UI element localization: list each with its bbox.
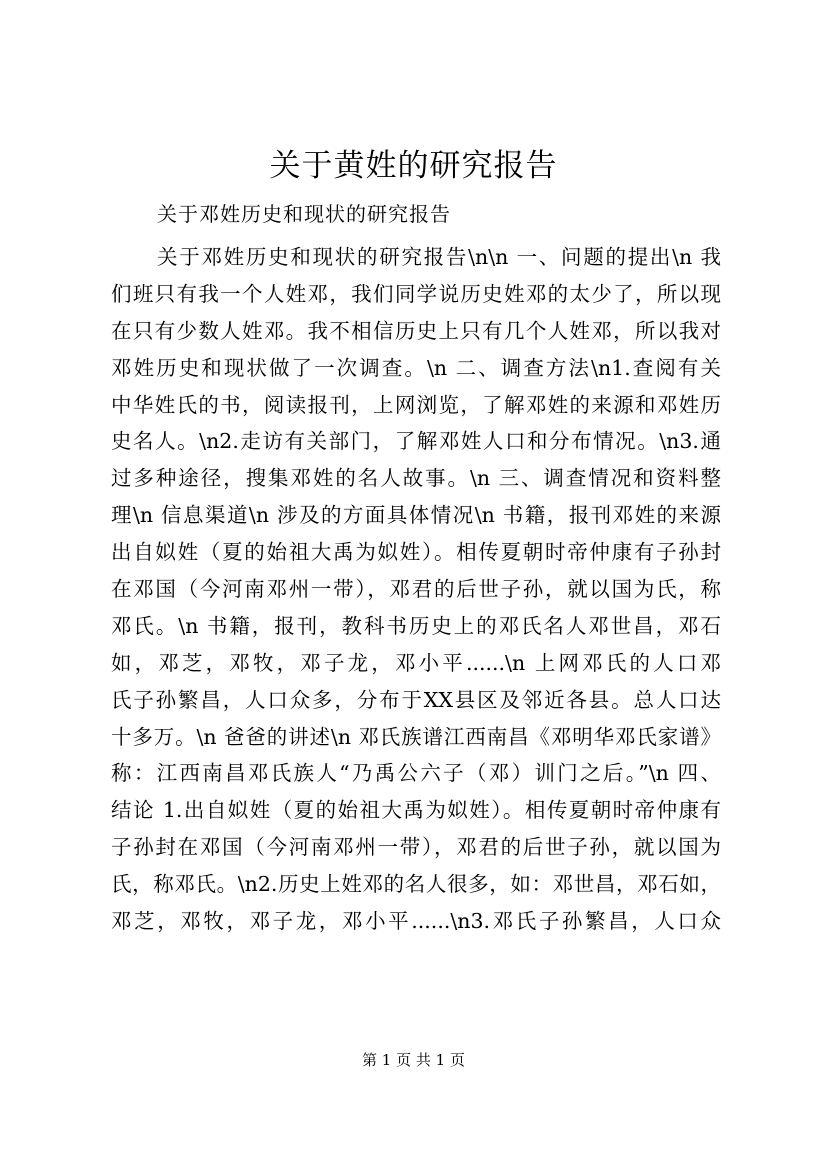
body-line: 氏，称邓氏。\n2.历史上姓邓的名人很多，如：邓世昌，邓石如， — [111, 872, 721, 897]
body-line: 邓姓历史和现状做了一次调查。\n 二、调查方法\n1.查阅有关 — [111, 355, 721, 380]
body-line: 结论 1.出自姒姓（夏的始祖大禹为姒姓）。相传夏朝时帝仲康有 — [111, 798, 721, 823]
body-line: 邓芝，邓牧，邓子龙，邓小平......\n3.邓氏子孙繁昌，人口众 — [111, 909, 721, 934]
body-line: 过多种途径，搜集邓姓的名人故事。\n 三、调查情况和资料整 — [111, 466, 721, 491]
body-line: 如，邓芝，邓牧，邓子龙，邓小平......\n 上网邓氏的人口邓 — [111, 650, 721, 675]
body-line: 在邓国（今河南邓州一带），邓君的后世子孙，就以国为氏，称 — [111, 577, 721, 602]
body-line: 理\n 信息渠道\n 涉及的方面具体情况\n 书籍，报刊邓姓的来源 — [111, 503, 721, 528]
page-number-footer: 第 1 页 共 1 页 — [362, 1051, 465, 1069]
body-line: 史名人。\n2.走访有关部门，了解邓姓人口和分布情况。\n3.通 — [111, 429, 721, 454]
body-line: 十多万。\n 爸爸的讲述\n 邓氏族谱江西南昌《邓明华邓氏家谱》 — [111, 724, 721, 749]
body-line: 关于邓姓历史和现状的研究报告\n\n 一、问题的提出\n 我 — [157, 245, 721, 269]
body-line: 中华姓氏的书，阅读报刊，上网浏览，了解邓姓的来源和邓姓历 — [111, 392, 721, 417]
body-line: 邓氏。\n 书籍，报刊，教科书历史上的邓氏名人邓世昌，邓石 — [111, 613, 721, 638]
body-line: 出自姒姓（夏的始祖大禹为姒姓）。相传夏朝时帝仲康有子孙封 — [111, 540, 721, 565]
document-subtitle: 关于邓姓历史和现状的研究报告 — [157, 202, 451, 226]
body-line: 在只有少数人姓邓。我不相信历史上只有几个人姓邓，所以我对 — [111, 318, 721, 343]
body-line: 们班只有我一个人姓邓，我们同学说历史姓邓的太少了，所以现 — [111, 281, 721, 306]
body-line: 称：江西南昌邓氏族人“乃禹公六子（邓）训门之后。”\n 四、 — [111, 761, 721, 786]
body-line: 氏子孙繁昌，人口众多，分布于XX县区及邻近各县。总人口达 — [111, 687, 721, 712]
body-line: 子孙封在邓国（今河南邓州一带），邓君的后世子孙，就以国为 — [111, 835, 721, 860]
document-title: 关于黄姓的研究报告 — [269, 148, 558, 184]
document-body — [111, 239, 721, 940]
